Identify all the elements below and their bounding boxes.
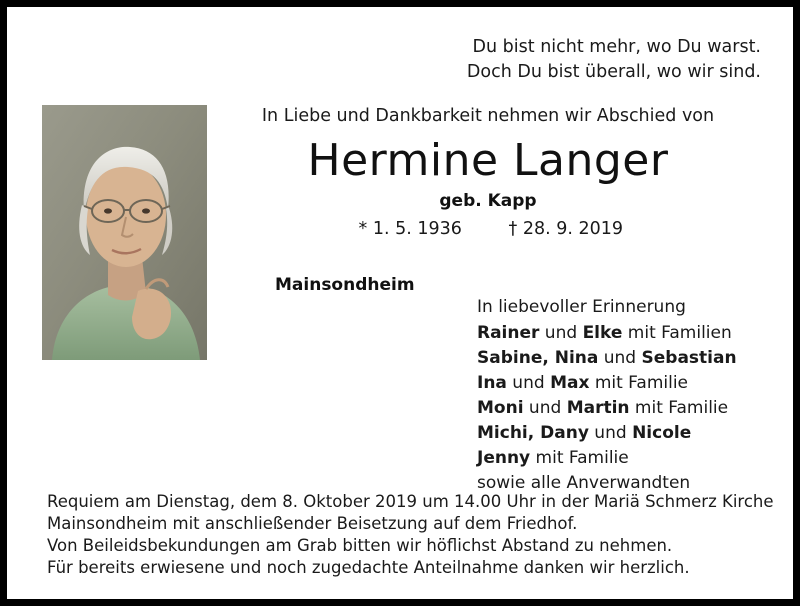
birth-date: * 1. 5. 1936 — [358, 219, 462, 239]
lead-text: In Liebe und Dankbarkeit nehmen wir Abschied von — [261, 106, 715, 126]
survivor-name-bold-1: Jenny — [477, 447, 531, 468]
portrait-image — [42, 105, 207, 360]
survivor-conj-4: und — [523, 397, 567, 418]
survivor-name-bold-1: Moni — [477, 397, 524, 418]
survivor-name-bold-2: Martin — [566, 397, 630, 418]
service-details — [47, 491, 774, 579]
notice-inner — [7, 7, 793, 599]
survivor-conj-1: und — [539, 322, 583, 343]
survivor-name-bold-1: Sabine, Nina — [477, 347, 599, 368]
motto-line-2: Doch Du bist überall, wo wir sind. — [466, 62, 761, 83]
motto-line-1: Du bist nicht mehr, wo Du warst. — [472, 37, 761, 57]
place-name: Mainsondheim — [275, 275, 415, 295]
survivors-intro: In liebevoller Erinnerung — [477, 297, 686, 317]
survivor-row — [477, 321, 777, 346]
survivor-name-bold-1: Michi, Dany — [477, 422, 589, 443]
survivor-conj-2: und — [598, 347, 642, 368]
survivor-row — [477, 346, 777, 371]
motto-block — [467, 35, 761, 86]
survivor-tail-1: mit Familien — [622, 322, 732, 343]
survivor-name-bold-2: Elke — [582, 322, 623, 343]
life-dates — [207, 219, 769, 239]
survivor-conj-3: und — [506, 372, 551, 393]
survivor-tail-6: mit Familie — [530, 447, 629, 468]
survivor-row — [477, 396, 777, 421]
survivors-closing: sowie alle Anverwandten — [477, 472, 691, 493]
survivor-name-bold-2: Nicole — [632, 422, 692, 443]
portrait-photo — [42, 105, 207, 360]
survivor-row — [477, 371, 777, 396]
survivor-name-bold-1: Rainer — [477, 322, 540, 343]
service-line-3: Von Beileidsbekundungen am Grab bitten wir höflichst Abstand zu nehmen. — [47, 535, 673, 555]
survivor-name-bold-1: Ina — [477, 372, 507, 393]
survivor-tail-3: mit Familie — [589, 372, 689, 393]
survivor-row — [477, 421, 777, 446]
survivor-row — [477, 446, 777, 471]
service-line-1: Requiem am Dienstag, dem 8. Oktober 2019 um 14.00 Uhr in der Mariä Schmerz Kirche — [47, 491, 774, 511]
survivor-conj-5: und — [588, 422, 633, 443]
service-line-4: Für bereits erwiesene und noch zugedachte Anteilnahme danken wir herzlich. — [47, 557, 690, 577]
maiden-name: geb. Kapp — [439, 191, 537, 211]
survivors-block — [477, 295, 777, 496]
survivor-tail-4: mit Familie — [629, 397, 729, 418]
survivor-name-bold-2: Max — [550, 372, 590, 393]
deceased-name: Hermine Langer — [307, 135, 669, 186]
survivor-name-bold-2: Sebastian — [641, 347, 737, 368]
death-date: † 28. 9. 2019 — [508, 219, 624, 239]
service-line-2: Mainsondheim mit anschließender Beisetzung auf dem Friedhof. — [47, 513, 578, 533]
